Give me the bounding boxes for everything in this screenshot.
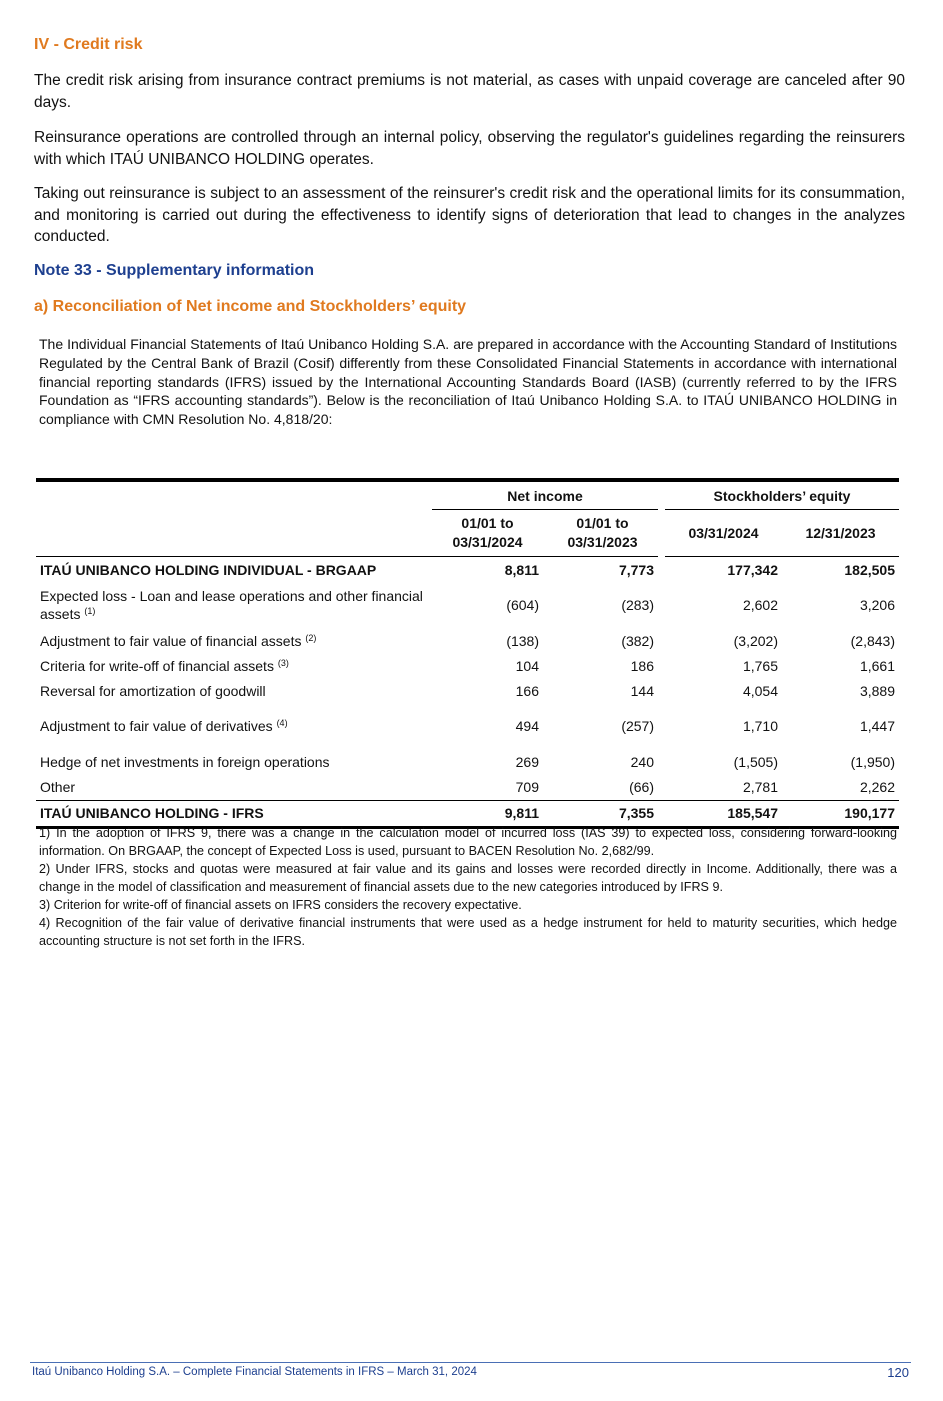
table-row <box>36 653 899 678</box>
group-header-equity: Stockholders’ equity <box>665 480 899 510</box>
cell-value: 709 <box>515 779 539 796</box>
table-row <box>36 557 899 583</box>
row-label: Adjustment to fair value of derivatives $^{(4)}$ <box>40 718 288 734</box>
footnote-ref: (4) <box>276 718 288 728</box>
column-header-net-income-2024: 01/01 to 03/31/2024 <box>432 510 543 557</box>
cell-value: 269 <box>515 754 539 770</box>
table-column-header <box>36 510 899 557</box>
footnotes <box>39 824 897 950</box>
cell-value: 4,054 <box>742 682 778 699</box>
paragraph-credit-risk-3: Taking out reinsurance is subject to an assessment of the reinsurer's credit risk and the operational limits for its consummation, and monitoring is carried out during the effectiveness to identify signs of deterioration that lead to changes in the analyzes conducted. <box>34 185 905 245</box>
cell-value: 2,262 <box>859 779 895 796</box>
footnote: 4) Recognition of the fair value of derivative financial instruments that were used as a hedge instrument for held to maturity securities, which hedge accounting structure is not set forth in the IFRS. <box>39 916 897 948</box>
row-label: ITAÚ UNIBANCO HOLDING - IFRS <box>36 800 428 827</box>
cell-value: 1,765 <box>742 657 778 674</box>
cell-value: 3,206 <box>859 597 895 613</box>
cell-value: 177,342 <box>665 557 782 583</box>
cell-value: (3,202) <box>733 632 778 649</box>
cell-value: (66) <box>629 779 654 796</box>
row-label: Hedge of net investments in foreign operations <box>40 754 330 770</box>
footnote: 3) Criterion for write-off of financial assets on IFRS considers the recovery expectative. <box>39 898 522 912</box>
cell-value: (1,505) <box>733 754 778 770</box>
cell-value: 1,447 <box>859 718 895 734</box>
table-row <box>36 775 899 800</box>
cell-value: (138) <box>506 632 539 649</box>
cell-value: 494 <box>515 718 539 734</box>
subsection-title: a) Reconciliation of Net income and Stockholders’ equity <box>34 298 467 315</box>
cell-value: (2,843) <box>850 632 895 649</box>
column-header-equity-2023: 12/31/2023 <box>782 510 899 557</box>
cell-value: 190,177 <box>782 800 899 827</box>
row-label: ITAÚ UNIBANCO HOLDING INDIVIDUAL - BRGAAP <box>36 557 428 583</box>
cell-value: 186 <box>630 657 654 674</box>
intro-paragraph: The Individual Financial Statements of Itaú Unibanco Holding S.A. are prepared in accordance with the Accounting Standard of Institutions Regulated by the Central Bank of Brazil (Cosif) differently from these Consolidated Financial Statements in accordance with international financial reporting standards (IFRS) issued by the International Accounting Standards Board (IASB) (currently referred to by the IFRS Foundation as “IFRS accounting standards”). Below is the reconciliation of Itaú Unibanco Holding S.A. to ITAÚ UNIBANCO HOLDING in compliance with CMN Resolution No. 4,818/20: <box>39 336 897 428</box>
page-number: 120 <box>887 1365 909 1380</box>
paragraph-credit-risk-2: Reinsurance operations are controlled through an internal policy, observing the regulator's guidelines regarding the reinsurers with which ITAÚ UNIBANCO HOLDING operates. <box>34 129 905 168</box>
cell-value: 240 <box>630 754 654 770</box>
row-label: Criteria for write-off of financial assets $^{(3)}$ <box>40 657 289 674</box>
cell-value: (283) <box>621 597 654 613</box>
cell-value: (604) <box>506 597 539 613</box>
table-group-header <box>36 480 899 510</box>
cell-value: (382) <box>621 632 654 649</box>
column-header-net-income-2023: 01/01 to 03/31/2023 <box>547 510 658 557</box>
note-title: Note 33 - Supplementary information <box>34 262 315 279</box>
cell-value: (1,950) <box>850 754 895 770</box>
cell-value: 7,355 <box>547 800 658 827</box>
table-row <box>36 703 899 749</box>
footnote: 1) In the adoption of IFRS 9, there was a change in the calculation model of incurred loss (IAS 39) to expected loss, considering forward-looking information. On BRGAAP, the concept of Expected Loss is used, pursuant to BACEN Resolution No. 2,682/99. <box>39 826 897 858</box>
section-title-credit-risk: IV - Credit risk <box>34 36 143 53</box>
cell-value: (257) <box>621 718 654 734</box>
row-label: Adjustment to fair value of financial assets $^{(2)}$ <box>40 632 317 649</box>
cell-value: 144 <box>630 682 654 699</box>
table-row <box>36 749 899 775</box>
reconciliation-table <box>36 478 899 829</box>
footnote-ref: (1) <box>84 606 96 616</box>
cell-value: 2,781 <box>742 779 778 796</box>
table-row <box>36 678 899 703</box>
cell-value: 1,661 <box>859 657 895 674</box>
cell-value: 185,547 <box>665 800 782 827</box>
cell-value: 182,505 <box>782 557 899 583</box>
cell-value: 104 <box>515 657 539 674</box>
row-label: Reversal for amortization of goodwill <box>40 682 266 699</box>
cell-value: 2,602 <box>742 597 778 613</box>
footer-text: Itaú Unibanco Holding S.A. – Complete Financial Statements in IFRS – March 31, 2024 <box>32 1366 477 1378</box>
cell-value: 166 <box>515 682 539 699</box>
row-label: Expected loss - Loan and lease operations and other financial assets $^{(1)}$ <box>40 588 423 622</box>
column-header-equity-2024: 03/31/2024 <box>665 510 782 557</box>
footer-divider <box>30 1362 911 1363</box>
footnote-ref: (3) <box>277 657 289 668</box>
cell-value: 8,811 <box>432 557 543 583</box>
paragraph-credit-risk-1: The credit risk arising from insurance contract premiums is not material, as cases with unpaid coverage are canceled after 90 days. <box>34 72 905 111</box>
footnote-ref: (2) <box>305 632 317 643</box>
group-header-net-income: Net income <box>432 480 658 510</box>
cell-value: 3,889 <box>859 682 895 699</box>
cell-value: 1,710 <box>742 718 778 734</box>
table-row <box>36 628 899 653</box>
table-row <box>36 582 899 628</box>
footnote: 2) Under IFRS, stocks and quotas were measured at fair value and its gains and losses were recorded directly in Income. Additionally, there was a change in the model of classification and measurement of financial assets due to the new categories introduced by IFRS 9. <box>39 862 897 894</box>
cell-value: 7,773 <box>547 557 658 583</box>
row-label: Other <box>40 779 76 796</box>
cell-value: 9,811 <box>432 800 543 827</box>
table-row <box>36 800 899 827</box>
